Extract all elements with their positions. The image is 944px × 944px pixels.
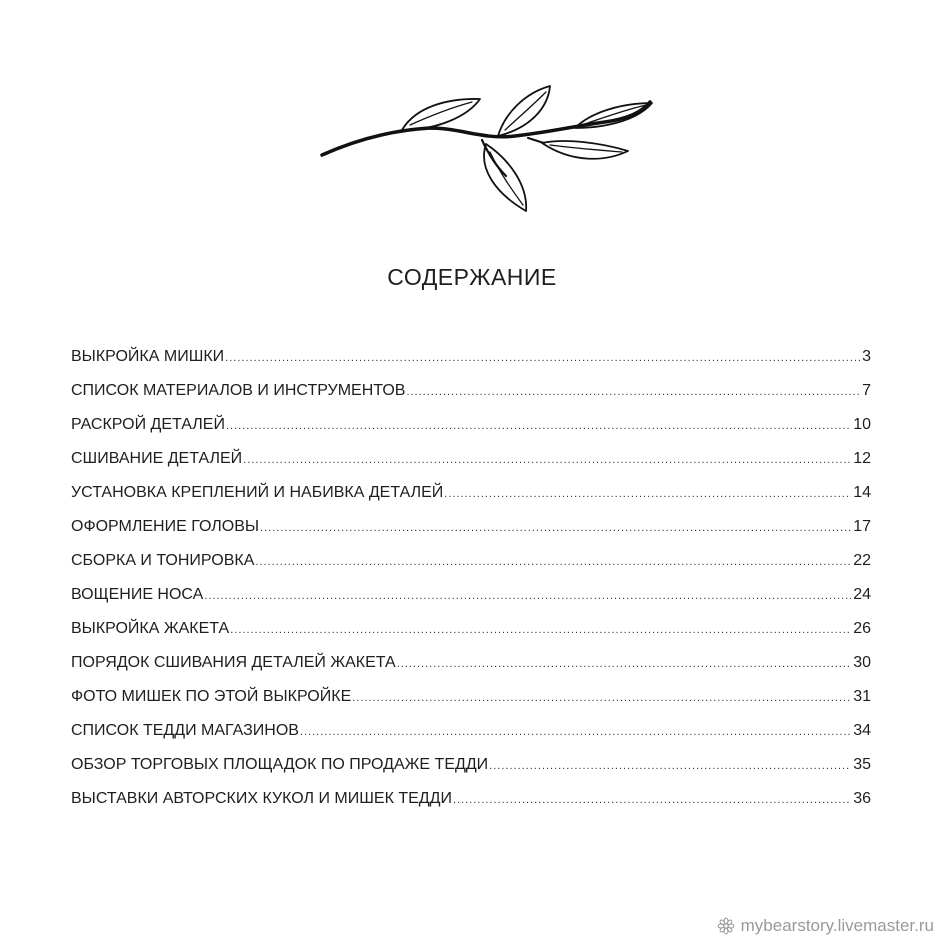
toc-entry — [71, 408, 871, 442]
toc-entry-page: 26 — [853, 620, 871, 637]
toc-entry-label: ПОРЯДОК СШИВАНИЯ ДЕТАЛЕЙ ЖАКЕТА — [71, 654, 396, 671]
toc-entry-label: ВОЩЕНИЕ НОСА — [71, 586, 204, 603]
toc-entry — [71, 476, 871, 510]
toc-entry-page: 10 — [853, 416, 871, 433]
toc-entry-label: ВЫСТАВКИ АВТОРСКИХ КУКОЛ И МИШЕК ТЕДДИ — [71, 790, 452, 807]
toc-entry — [71, 714, 871, 748]
toc-entry — [71, 680, 871, 714]
toc-entry-label: СБОРКА И ТОНИРОВКА — [71, 552, 255, 569]
page-title: СОДЕРЖАНИЕ — [387, 264, 557, 290]
toc-entry-label: ВЫКРОЙКА ЖАКЕТА — [71, 620, 230, 637]
toc-entry — [71, 340, 871, 374]
toc-entry — [71, 646, 871, 680]
toc-entry-page: 35 — [853, 756, 871, 773]
toc-entry-page: 31 — [853, 688, 871, 705]
toc-leader-dots — [444, 477, 851, 511]
toc-entry-page: 22 — [853, 552, 871, 569]
toc-entry — [71, 544, 871, 578]
toc-entry-label: ВЫКРОЙКА МИШКИ — [71, 348, 225, 365]
toc-entry-page: 30 — [853, 654, 871, 671]
toc-entry-page: 36 — [853, 790, 871, 807]
toc-entry-label: ОФОРМЛЕНИЕ ГОЛОВЫ — [71, 518, 260, 535]
toc-entry — [71, 578, 871, 612]
toc-leader-dots — [406, 375, 860, 409]
leaf-branch-icon — [310, 78, 660, 223]
toc-entry — [71, 612, 871, 646]
toc-entry-page: 12 — [853, 450, 871, 467]
toc-entry-page: 34 — [853, 722, 871, 739]
toc-entry — [71, 374, 871, 408]
toc-entry — [71, 748, 871, 782]
toc-entry — [71, 782, 871, 816]
toc-entry-page: 3 — [862, 348, 871, 365]
toc-entry — [71, 510, 871, 544]
toc-leader-dots — [255, 545, 851, 579]
toc-entry — [71, 442, 871, 476]
toc-leader-dots — [204, 579, 851, 613]
flower-icon — [717, 917, 735, 935]
toc-leader-dots — [226, 409, 851, 443]
toc-leader-dots — [243, 443, 851, 477]
toc-entry-label: УСТАНОВКА КРЕПЛЕНИЙ И НАБИВКА ДЕТАЛЕЙ — [71, 484, 444, 501]
toc-entry-label: РАСКРОЙ ДЕТАЛЕЙ — [71, 416, 225, 433]
toc-leader-dots — [397, 647, 852, 681]
toc-entry-label: СПИСОК МАТЕРИАЛОВ И ИНСТРУМЕНТОВ — [71, 382, 406, 399]
toc-entry-page: 14 — [853, 484, 871, 501]
toc-entry-page: 24 — [853, 586, 871, 603]
toc-entry-label: СПИСОК ТЕДДИ МАГАЗИНОВ — [71, 722, 299, 739]
toc-leader-dots — [230, 613, 851, 647]
watermark-text: mybearstory.livemaster.ru — [740, 916, 934, 935]
toc-entry-label: ОБЗОР ТОРГОВЫХ ПЛОЩАДОК ПО ПРОДАЖЕ ТЕДДИ — [71, 756, 489, 773]
table-of-contents — [71, 340, 871, 816]
toc-entry-page: 7 — [862, 382, 871, 399]
toc-entry-label: СШИВАНИЕ ДЕТАЛЕЙ — [71, 450, 243, 467]
toc-leader-dots — [300, 715, 851, 749]
watermark — [717, 916, 934, 936]
toc-leader-dots — [260, 511, 851, 545]
toc-leader-dots — [453, 783, 851, 817]
toc-entry-page: 17 — [853, 518, 871, 535]
toc-leader-dots — [352, 681, 851, 715]
toc-entry-label: ФОТО МИШЕК ПО ЭТОЙ ВЫКРОЙКЕ — [71, 688, 352, 705]
toc-leader-dots — [225, 341, 860, 375]
toc-leader-dots — [489, 749, 851, 783]
